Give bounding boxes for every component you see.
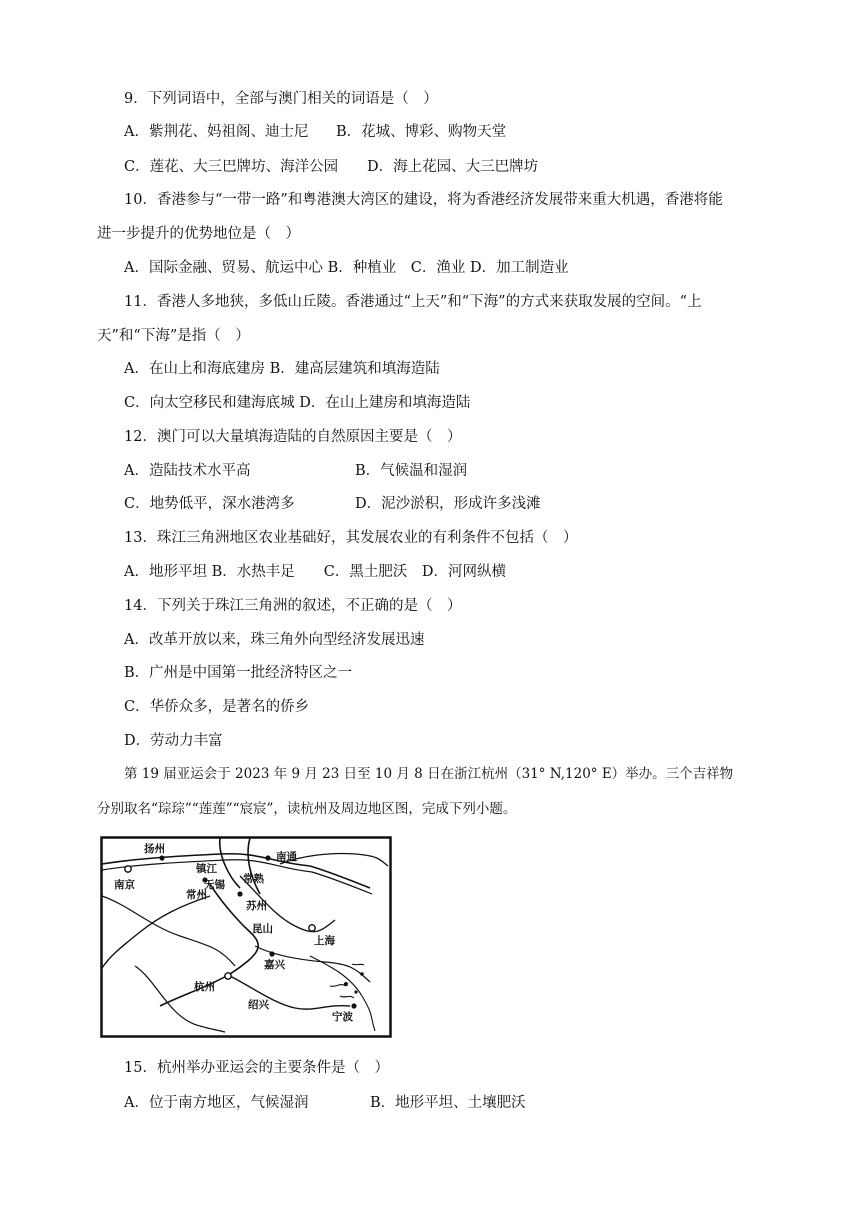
map-label-shaoxing: 绍兴 <box>248 999 269 1011</box>
map-label-zhenjiang: 镇江 <box>196 863 217 875</box>
map-label-kunshan: 昆山 <box>252 923 273 935</box>
yangzhou-marker <box>159 855 164 860</box>
jiaxing-marker <box>269 951 274 956</box>
map-label-wuxi: 无锡 <box>204 879 225 891</box>
q12-option-a: A．造陆技术水平高 <box>124 463 251 479</box>
suzhou-marker <box>237 891 242 896</box>
q11-stem-line1: 11．香港人多地狭，多低山丘陵。香港通过“上天”和“下海”的方式来获取发展的空间。“上 <box>124 294 702 310</box>
q10-options: A．国际金融、贸易、航运中心 B．种植业 C．渔业 D．加工制造业 <box>124 260 569 276</box>
ningbo-marker <box>351 1003 356 1008</box>
nanjing-marker <box>125 866 131 872</box>
q9-option-d: D．海上花园、大三巴牌坊 <box>367 159 539 175</box>
map-label-suzhou: 苏州 <box>246 900 267 912</box>
q11-options-line2: C．向太空移民和建海底城 D．在山上建房和填海造陆 <box>124 395 471 411</box>
q12-option-c: C．地势低平，深水港湾多 <box>124 496 295 512</box>
q11-options-line1: A．在山上和海底建房 B．建高层建筑和填海造陆 <box>124 361 440 377</box>
map-label-hangzhou: 杭州 <box>194 981 215 993</box>
q9-option-b: B．花城、博彩、购物天堂 <box>336 124 507 140</box>
q12-option-b: B．气候温和湿润 <box>355 463 468 479</box>
q13-options: A．地形平坦 B．水热丰足 C．黑土肥沃 D．河网纵横 <box>124 564 506 580</box>
q10-stem-line2: 进一步提升的优势地位是（ ） <box>97 226 300 242</box>
shanghai-marker <box>309 925 315 931</box>
q12-option-d: D．泥沙淤积，形成许多浅滩 <box>355 496 541 512</box>
q12-stem: 12．澳门可以大量填海造陆的自然原因主要是（ ） <box>124 429 462 445</box>
q9-stem: 9．下列词语中，全部与澳门相关的词语是（ ） <box>124 91 438 107</box>
map-label-changshu: 常熟 <box>243 873 264 885</box>
q13-stem: 13．珠江三角洲地区农业基础好，其发展农业的有利条件不包括（ ） <box>124 530 578 546</box>
map-label-nanjing: 南京 <box>114 879 135 891</box>
intro-line1: 第 19 届亚运会于 2023 年 9 月 23 日至 10 月 8 日在浙江杭州（31° N,120° E）举办。三个吉祥物 <box>124 766 734 782</box>
q9-option-c: C．莲花、大三巴牌坊、海洋公园 <box>124 159 339 175</box>
q14-option-c: C．华侨众多，是著名的侨乡 <box>124 699 310 715</box>
map-label-changzhou: 常州 <box>186 889 207 901</box>
map-label-nantong: 南通 <box>276 851 297 863</box>
q15-stem: 15．杭州举办亚运会的主要条件是（ ） <box>124 1060 389 1076</box>
q11-stem-line2: 天”和“下海”是指（ ） <box>97 328 250 344</box>
intro-line2: 分别取名“琮琮”“莲莲”“宸宸”，读杭州及周边地区图，完成下列小题。 <box>97 801 517 817</box>
hangzhou-marker <box>225 973 231 979</box>
hangzhou-region-map <box>100 836 392 1038</box>
q14-option-a: A．改革开放以来，珠三角外向型经济发展迅速 <box>124 632 425 648</box>
q15-option-a: A．位于南方地区，气候湿润 <box>124 1095 309 1111</box>
map-label-jiaxing: 嘉兴 <box>264 959 285 971</box>
q15-option-b: B．地形平坦、土壤肥沃 <box>370 1095 526 1111</box>
q14-option-b: B．广州是中国第一批经济特区之一 <box>124 665 353 681</box>
map-label-ningbo: 宁波 <box>332 1011 353 1023</box>
nantong-marker <box>265 855 270 860</box>
q9-option-a: A．紫荆花、妈祖阁、迪士尼 <box>124 124 309 140</box>
map-label-yangzhou: 扬州 <box>144 843 165 855</box>
q14-stem: 14．下列关于珠江三角洲的叙述，不正确的是（ ） <box>124 598 462 614</box>
map-frame <box>102 838 391 1037</box>
map-label-shanghai: 上海 <box>314 935 335 947</box>
q10-stem-line1: 10．香港参与“一带一路”和粤港澳大湾区的建设，将为香港经济发展带来重大机遇，香港将能 <box>124 192 723 208</box>
q14-option-d: D．劳动力丰富 <box>124 733 223 749</box>
